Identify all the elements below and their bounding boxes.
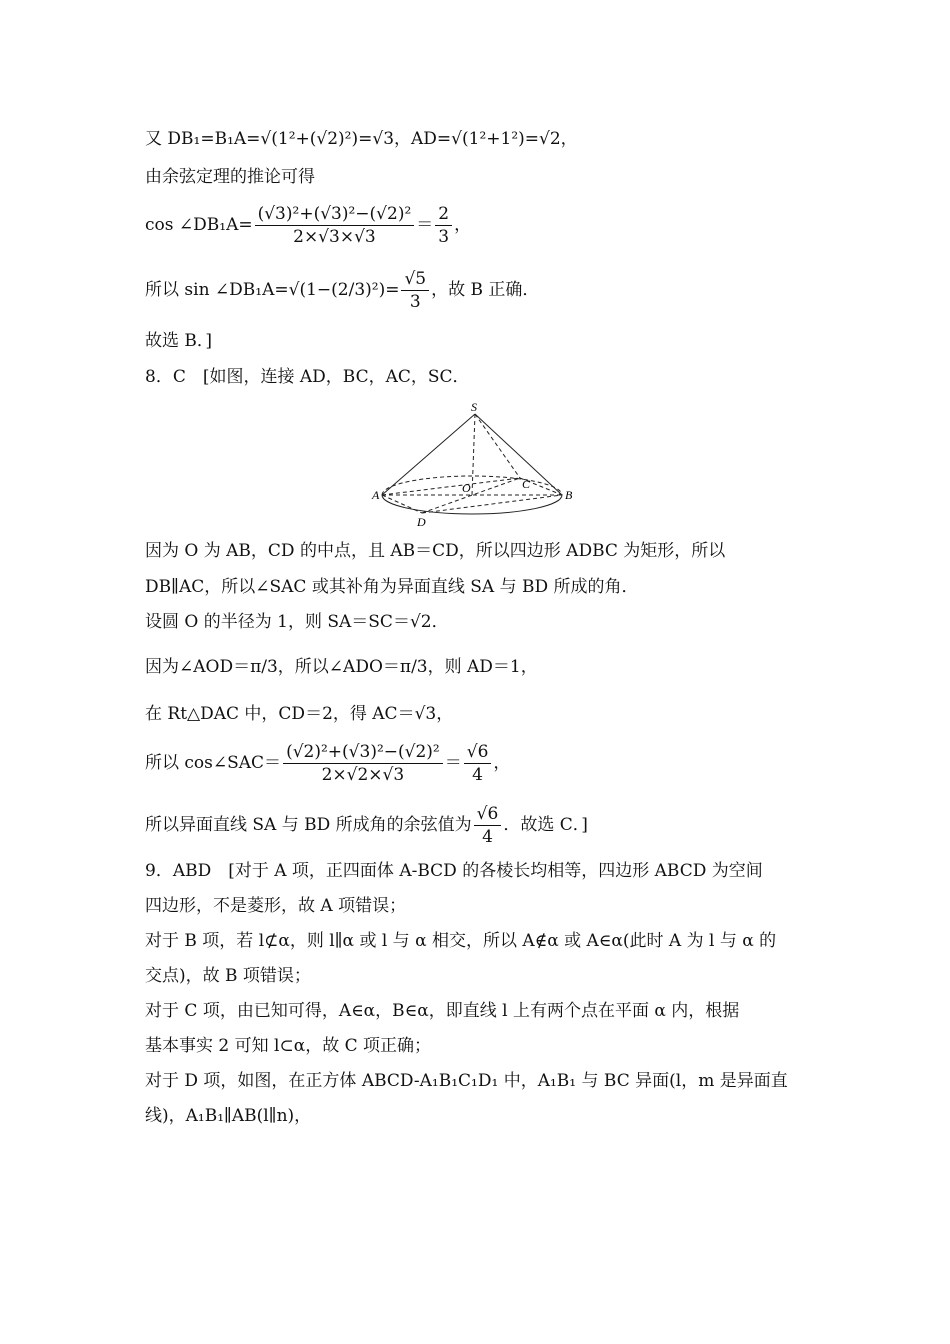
line-7: 因为 O 为 AB，CD 的中点，且 AB＝CD，所以四边形 ADBC 为矩形，所以	[145, 541, 726, 561]
fraction-2-denominator: 3	[409, 291, 421, 312]
line-21: 线)，A₁B₁∥AB(l∥n)，	[145, 1106, 312, 1126]
fraction-3-numerator: (√2)²+(√3)²−(√2)²	[283, 741, 443, 764]
label-d: D	[417, 515, 426, 529]
fraction-1-result-denominator: 3	[438, 226, 450, 247]
fraction-1-tail: ，	[454, 215, 472, 235]
segment-db	[422, 495, 562, 513]
fraction-3-result	[464, 741, 492, 786]
fraction-4	[474, 803, 502, 848]
line-17: 交点)，故 B 项错误；	[145, 966, 311, 986]
line-11: 在 Rt△DAC 中，CD＝2，得 AC＝√3，	[145, 704, 454, 724]
fraction-1-denominator: 2×√3×√3	[293, 226, 376, 247]
label-b: B	[565, 488, 573, 502]
line-20: 对于 D 项，如图，在正方体 ABCD-A₁B₁C₁D₁ 中，A₁B₁ 与 BC 异面(l，m 是异面直	[145, 1071, 788, 1091]
fraction-2-tail: ，故 B 正确．	[431, 280, 540, 300]
segment-ad	[382, 495, 422, 513]
fraction-2	[401, 268, 429, 313]
fraction-2-numerator: √5	[401, 268, 429, 291]
fraction-3	[283, 741, 443, 786]
line-8: DB∥AC，所以∠SAC 或其补角为异面直线 SA 与 BD 所成的角．	[145, 577, 639, 597]
cos-sac-prefix: 所以 cos∠SAC＝	[145, 753, 282, 773]
cos-answer-prefix: 所以异面直线 SA 与 BD 所成角的余弦值为	[145, 815, 472, 835]
line-13	[145, 800, 810, 850]
line-14: 9．ABD [对于 A 项，正四面体 A-BCD 的各棱长均相等，四边形 ABCD 为空间	[145, 861, 763, 881]
fraction-3-result-denominator: 4	[472, 764, 483, 785]
fraction-1-numerator: (√3)²+(√3)²−(√2)²	[255, 203, 415, 226]
line-2: 由余弦定理的推论可得	[145, 167, 315, 187]
line-5: 故选 B．]	[145, 331, 213, 351]
line-10: 因为∠AOD＝π/3，所以∠ADO＝π/3，则 AD＝1，	[145, 657, 538, 677]
fraction-4-denominator: 4	[482, 826, 493, 847]
cos-prefix: cos ∠DB₁A=	[145, 215, 253, 235]
fraction-1-result-numerator: 2	[435, 203, 452, 226]
line-1: 又 DB₁=B₁A=√(1²+(√2)²)=√3，AD=√(1²+1²)=√2，	[145, 129, 578, 149]
line-15: 四边形，不是菱形，故 A 项错误；	[145, 896, 407, 916]
label-a: A	[372, 488, 380, 502]
cone-diagram	[370, 398, 580, 533]
label-c: C	[522, 477, 531, 491]
line-19: 基本事实 2 可知 l⊂α，故 C 项正确；	[145, 1036, 432, 1056]
segment-ac	[382, 478, 520, 495]
diameter-cd	[422, 478, 520, 513]
line-18: 对于 C 项，由已知可得，A∈α，B∈α，即直线 l 上有两个点在平面 α 内，根据	[145, 1001, 740, 1021]
edge-so	[472, 414, 475, 495]
fraction-1-result	[435, 203, 452, 248]
line-6: 8．C [如图，连接 AD，BC，AC，SC．	[145, 367, 470, 387]
fraction-4-numerator: √6	[474, 803, 502, 826]
fraction-1	[255, 203, 415, 248]
fraction-3-tail: ，	[493, 753, 511, 773]
line-12: 所以 cos∠SAC＝ $\frac{\text{(√2)²+(√3)²−(√2)²}}{2\times√2\times√3}$ ＝ $\frac{√6}{4}$ ，	[145, 741, 511, 785]
label-o: O	[462, 481, 471, 495]
cone-figure	[370, 398, 580, 533]
edge-sb	[475, 414, 562, 495]
fraction-3-denominator: 2×√2×√3	[321, 764, 405, 785]
edge-sc	[475, 414, 520, 478]
fraction-4-tail: ．故选 C．]	[503, 815, 588, 835]
line-9: 设圆 O 的半径为 1，则 SA＝SC＝√2．	[145, 612, 449, 632]
fraction-3-result-numerator: √6	[464, 741, 492, 764]
sin-prefix: 所以 sin ∠DB₁A=√(1−(2/3)²)=	[145, 280, 400, 300]
label-s: S	[471, 400, 477, 414]
line-16: 对于 B 项，若 l⊄α，则 l∥α 或 l 与 α 相交，所以 A∉α 或 A∈α(此时 A 为 l 与 α 的	[145, 931, 777, 951]
line-3: cos ∠DB₁A= $\frac{\text{(√3)²+(√3)²−(√2)²}}{2\times√3\times√3}$ ＝ $\frac{2}{3}$ ，	[145, 203, 472, 247]
line-4	[145, 265, 810, 315]
